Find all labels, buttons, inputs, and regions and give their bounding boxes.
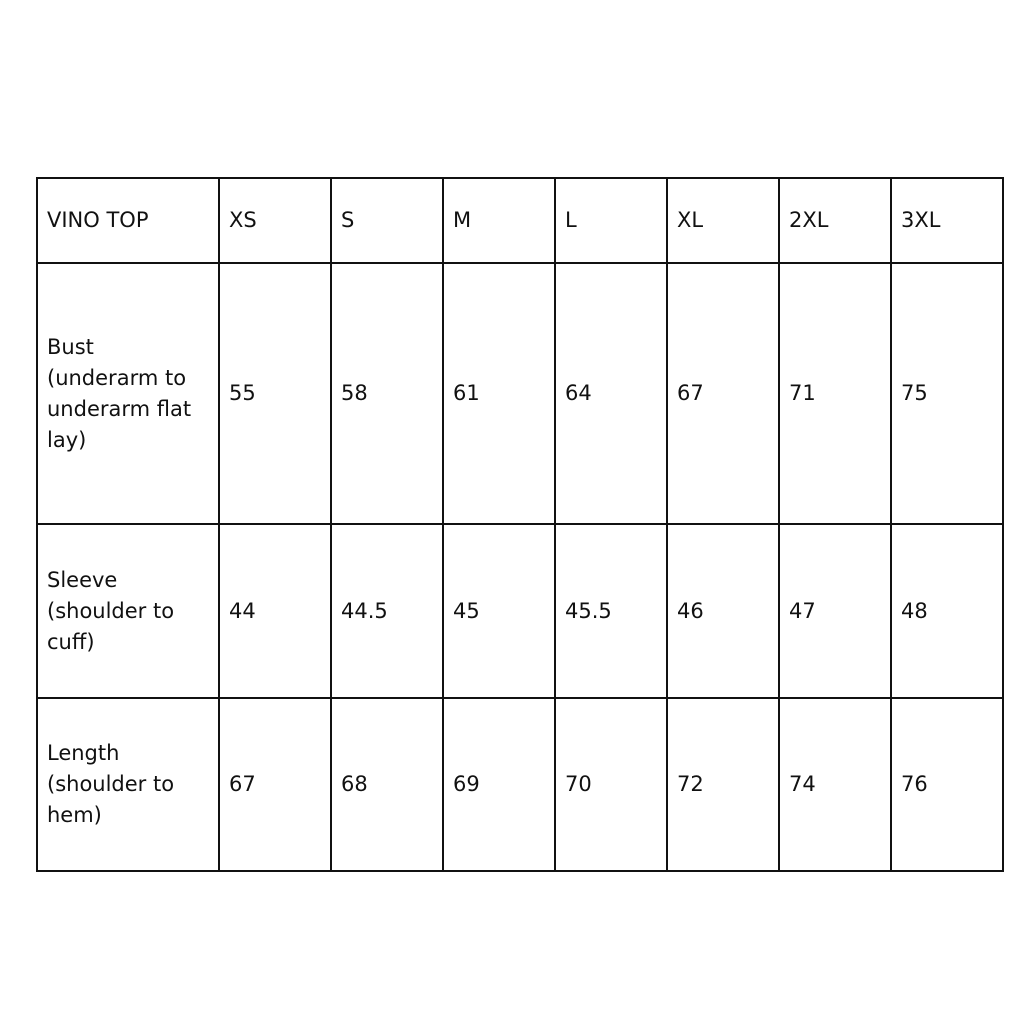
row-label-text: Length (shoulder to hem) — [47, 741, 175, 827]
table-cell: 47 — [779, 524, 891, 698]
table-row-bust — [37, 263, 1003, 524]
table-cell: 75 — [891, 263, 1003, 524]
table-cell: 58 — [331, 263, 443, 524]
header-row — [37, 178, 1003, 263]
table-cell: 64 — [555, 263, 667, 524]
size-header-m: M — [443, 178, 555, 263]
table-cell: 76 — [891, 698, 1003, 871]
table-cell: 67 — [219, 698, 331, 871]
row-label-sleeve — [37, 524, 219, 698]
table-cell: 68 — [331, 698, 443, 871]
table-row-length — [37, 698, 1003, 871]
table-cell: 71 — [779, 263, 891, 524]
table-cell: 70 — [555, 698, 667, 871]
table-cell: 48 — [891, 524, 1003, 698]
size-header-3xl: 3XL — [891, 178, 1003, 263]
size-chart-table — [36, 177, 1004, 872]
row-label-text: Bust (underarm to underarm flat lay) — [47, 334, 192, 452]
table-row-sleeve — [37, 524, 1003, 698]
row-label-bust — [37, 263, 219, 524]
table-cell: 72 — [667, 698, 779, 871]
table-cell: 44 — [219, 524, 331, 698]
table-cell: 44.5 — [331, 524, 443, 698]
size-header-xs: XS — [219, 178, 331, 263]
table-cell: 45.5 — [555, 524, 667, 698]
table-cell: 55 — [219, 263, 331, 524]
table-title: VINO TOP — [37, 178, 219, 263]
size-header-l: L — [555, 178, 667, 263]
table-cell: 74 — [779, 698, 891, 871]
table-cell: 67 — [667, 263, 779, 524]
size-header-xl: XL — [667, 178, 779, 263]
row-label-text: Sleeve (shoulder to cuff) — [47, 567, 175, 654]
table-cell: 61 — [443, 263, 555, 524]
size-header-s: S — [331, 178, 443, 263]
table-cell: 45 — [443, 524, 555, 698]
size-header-2xl: 2XL — [779, 178, 891, 263]
table-cell: 46 — [667, 524, 779, 698]
row-label-length — [37, 698, 219, 871]
table-cell: 69 — [443, 698, 555, 871]
